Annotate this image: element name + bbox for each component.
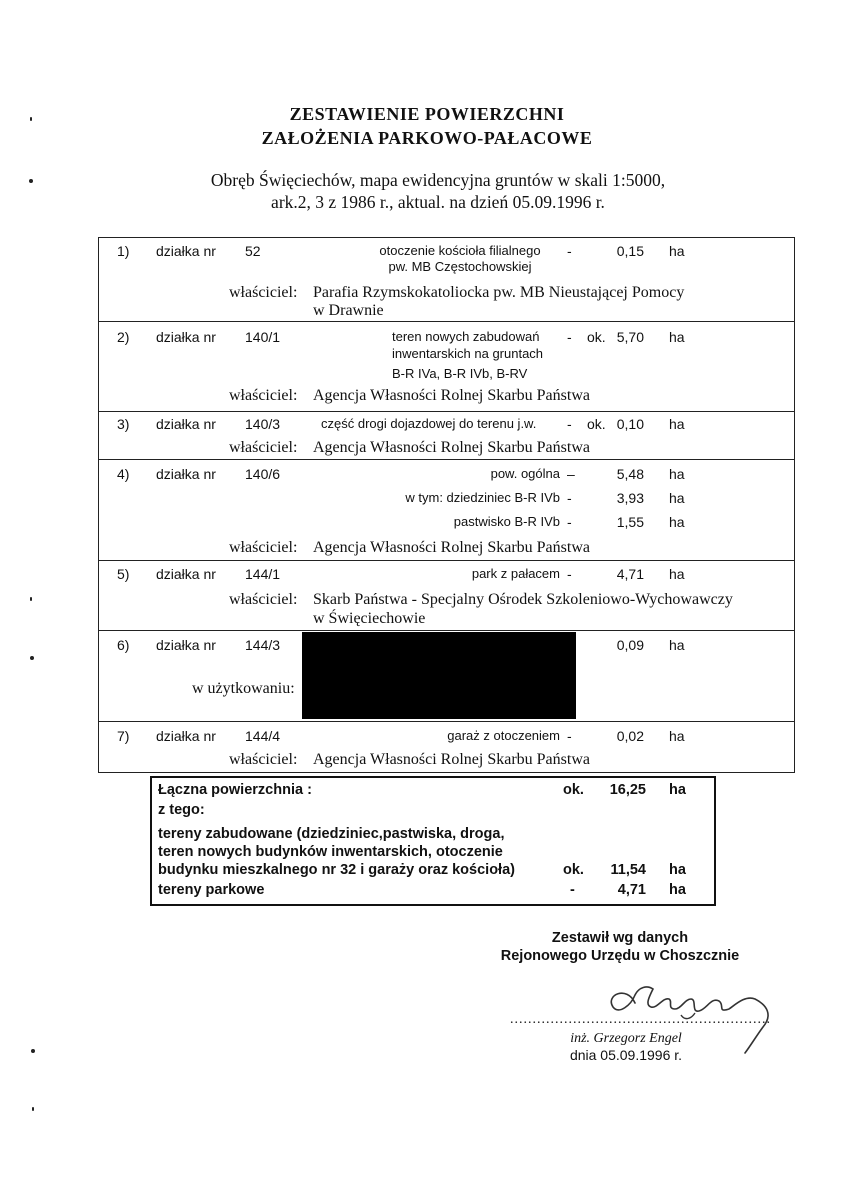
row-divider [98,321,795,322]
plot-no: 3) [117,416,130,432]
unit: ha [669,329,685,345]
unit: ha [669,466,685,482]
unit: ha [669,490,685,506]
plot-number: 140/3 [245,416,281,432]
plot-area: 0,15 [616,243,644,259]
unit: ha [669,566,685,582]
built-area: 11,54 [610,862,646,878]
dash: - [570,882,575,898]
dash: - [567,566,572,582]
row-divider [98,721,795,722]
unit: ha [669,782,686,798]
plot-number: 140/1 [245,329,281,345]
plot-no: 7) [117,728,130,744]
plot-number: 144/3 [245,637,281,653]
plot-description: garaż z otoczeniem [447,728,560,743]
approx-prefix: ok. [587,329,606,345]
plot-description: park z pałacem [471,566,560,581]
row-divider [98,459,795,460]
unit: ha [669,243,685,259]
plot-label: działka nr [156,728,216,744]
plot-area: 3,93 [616,490,644,506]
plot-area: 0,10 [616,416,644,432]
owner-label: właściciel: [229,284,298,301]
plot-label: działka nr [156,329,216,345]
plot-no: 1) [117,243,130,259]
redaction-block [302,632,576,719]
owner-label: właściciel: [229,387,298,404]
scan-speck [30,597,32,601]
subtitle-line-1: Obręb Święciechów, mapa ewidencyjna gruntów w skali 1:5000, [210,170,666,190]
park-area: 4,71 [617,882,646,898]
scan-speck [32,1107,34,1111]
built-area-label: teren nowych budynków inwentarskich, otoczenie [158,844,503,860]
unit: ha [669,514,685,530]
dash: - [567,416,572,432]
plot-subrow-description: pastwisko B-R IVb [453,514,560,529]
plot-area: 4,71 [616,566,644,582]
total-label: Łączna powierzchnia : [158,782,312,798]
plot-no: 4) [117,466,130,482]
plot-area: 0,09 [616,637,644,653]
built-area-label: budynku mieszkalnego nr 32 i garaży oraz kościoła) [158,862,515,878]
approx-prefix: ok. [587,416,606,432]
total-prefix: ok. [563,782,584,798]
plot-number: 144/4 [245,728,281,744]
dash: - [567,490,572,506]
document-title-line-1: ZESTAWIENIE POWIERZCHNI [289,104,565,124]
unit: ha [669,637,685,653]
owner-name: Agencja Własności Rolnej Skarbu Państwa [313,439,590,456]
plot-no: 5) [117,566,130,582]
owner-name: Agencja Własności Rolnej Skarbu Państwa [313,387,590,404]
owner-name: w Drawnie [313,302,384,319]
plot-label: działka nr [156,243,216,259]
plot-description: otoczenie kościoła filialnego [379,243,541,258]
plot-no: 2) [117,329,130,345]
owner-label: właściciel: [229,751,298,768]
plot-subrow-description: pow. ogólna [490,466,560,481]
plot-number: 144/1 [245,566,281,582]
plot-description: pw. MB Częstochowskiej [388,259,532,274]
dash: - [567,514,572,530]
scan-speck [30,117,32,121]
row-divider [98,411,795,412]
office-name: Rejonowego Urzędu w Choszcznie [500,948,740,964]
plot-area: 5,70 [616,329,644,345]
scan-speck [29,179,33,183]
user-label: w użytkowaniu: [192,680,295,697]
plot-number: 140/6 [245,466,281,482]
signature-date: dnia 05.09.1996 r. [569,1047,683,1063]
dash: - [567,243,572,259]
owner-name: Agencja Własności Rolnej Skarbu Państwa [313,539,590,556]
dash: - [567,329,572,345]
subtitle-line-2: ark.2, 3 z 1986 r., aktual. na dzień 05.09.1996 r. [271,192,605,212]
plot-description: B-R IVa, B-R IVb, B-RV [392,366,528,381]
row-divider [98,560,795,561]
park-area-label: tereny parkowe [158,882,265,898]
plot-label: działka nr [156,637,216,653]
row-divider [98,630,795,631]
unit: ha [669,882,686,898]
document-title-line-2: ZAŁOŻENIA PARKOWO-PAŁACOWE [261,128,593,148]
plot-label: działka nr [156,466,216,482]
owner-name: Agencja Własności Rolnej Skarbu Państwa [313,751,590,768]
total-area: 16,25 [609,782,646,798]
built-prefix: ok. [563,862,584,878]
plot-description: teren nowych zabudowań [392,329,540,344]
unit: ha [669,862,686,878]
owner-name: w Święciechowie [313,610,426,627]
owner-label: właściciel: [229,591,298,608]
plot-subrow-description: w tym: dziedziniec B-R IVb [405,490,560,505]
owner-name: Parafia Rzymskokatoliocka pw. MB Nieustającej Pomocy [313,284,685,301]
plot-no: 6) [117,637,130,653]
built-area-label: tereny zabudowane (dziedziniec,pastwiska, droga, [158,826,505,842]
compiled-by: Zestawił wg danych [551,930,689,946]
plot-label: działka nr [156,566,216,582]
plot-area: 1,55 [616,514,644,530]
owner-label: właściciel: [229,539,298,556]
plot-area: 5,48 [616,466,644,482]
unit: ha [669,416,685,432]
owner-label: właściciel: [229,439,298,456]
signer-name: inż. Grzegorz Engel [570,1031,682,1046]
scan-speck [31,1049,35,1053]
plot-description: inwentarskich na gruntach [392,346,544,361]
dash: – [567,466,575,482]
plot-description: część drogi dojazdowej do terenu j.w. [321,416,537,431]
of-which-label: z tego: [158,802,205,818]
plot-number: 52 [245,243,261,259]
plot-area: 0,02 [616,728,644,744]
dash: - [567,728,572,744]
plot-label: działka nr [156,416,216,432]
owner-name: Skarb Państwa - Specjalny Ośrodek Szkoleniowo-Wychowawczy [313,591,733,608]
unit: ha [669,728,685,744]
signature-line: .......................................................... [510,1012,771,1027]
scan-speck [30,656,34,660]
